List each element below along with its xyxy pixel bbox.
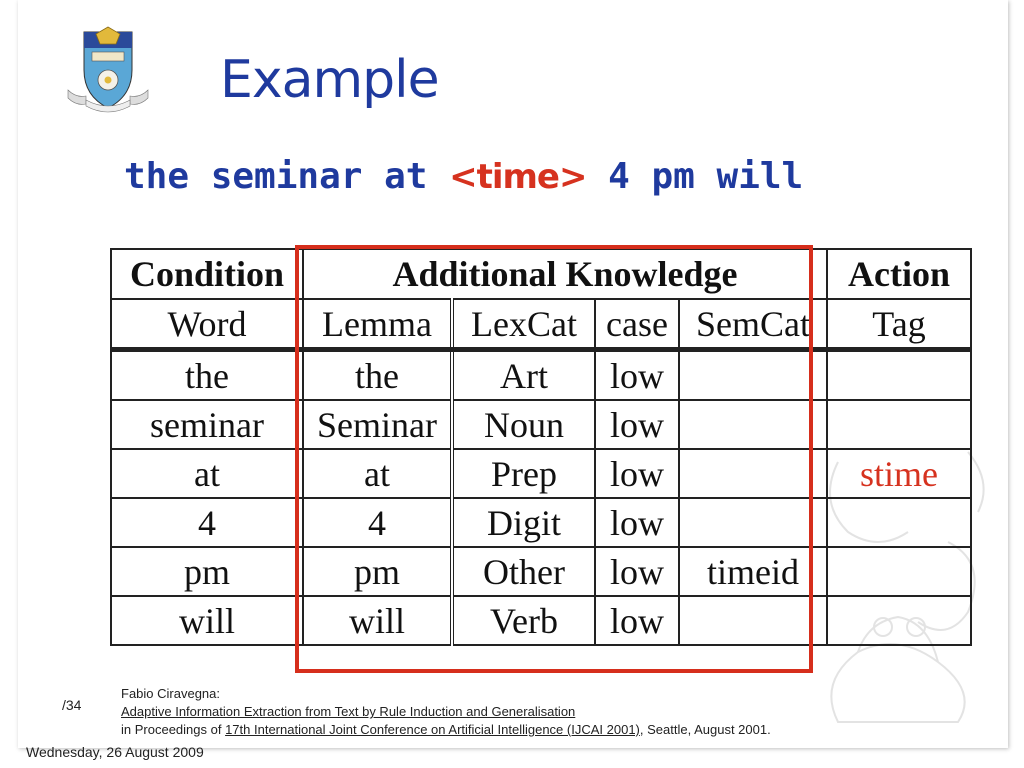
citation-venue-link[interactable]: 17th International Joint Conference on Artificial Intelligence (IJCAI 2001): [225, 722, 640, 737]
slide-title: Example: [220, 50, 439, 110]
cell-tag: stime: [827, 449, 971, 498]
cell-semcat: timeid: [679, 547, 827, 596]
cell-lemma: pm: [303, 547, 452, 596]
column-header-tag: Tag: [827, 299, 971, 350]
cell-case: low: [595, 547, 679, 596]
cell-lemma: Seminar: [303, 400, 452, 449]
citation-author: Fabio Ciravegna:: [121, 686, 220, 701]
cell-tag: [827, 498, 971, 547]
time-tag: <time>: [449, 157, 587, 197]
cell-case: low: [595, 498, 679, 547]
column-header-semcat: SemCat: [679, 299, 827, 350]
cell-lexcat: Other: [452, 547, 595, 596]
citation-suffix: , Seattle, August 2001.: [639, 722, 771, 737]
group-header-action: Action: [827, 249, 971, 299]
cell-tag: [827, 596, 971, 645]
group-header-additional-knowledge: Additional Knowledge: [303, 249, 827, 299]
slide-date: Wednesday, 26 August 2009: [26, 744, 204, 760]
column-header-lemma: Lemma: [303, 299, 452, 350]
citation: [121, 685, 771, 739]
example-sentence: [124, 156, 803, 197]
cell-lexcat: Prep: [452, 449, 595, 498]
cell-word: the: [111, 350, 303, 401]
cell-tag: [827, 400, 971, 449]
cell-word: at: [111, 449, 303, 498]
citation-prefix: in Proceedings of: [121, 722, 226, 737]
cell-word: will: [111, 596, 303, 645]
slide-number: /34: [62, 697, 82, 713]
cell-case: low: [595, 596, 679, 645]
cell-lexcat: Verb: [452, 596, 595, 645]
university-crest-icon: [66, 18, 150, 113]
cell-lemma: 4: [303, 498, 452, 547]
cell-case: low: [595, 449, 679, 498]
cell-lemma: the: [303, 350, 452, 401]
citation-title-link[interactable]: Adaptive Information Extraction from Text by Rule Induction and Generalisation: [121, 704, 576, 719]
cell-word: pm: [111, 547, 303, 596]
group-header-condition: Condition: [111, 249, 303, 299]
cell-case: low: [595, 400, 679, 449]
additional-knowledge-highlight-box: [295, 245, 813, 673]
column-header-word: Word: [111, 299, 303, 350]
cell-case: low: [595, 350, 679, 401]
sentence-before: the seminar at: [124, 156, 450, 197]
cell-lemma: will: [303, 596, 452, 645]
cell-word: seminar: [111, 400, 303, 449]
citation-venue-line: [121, 721, 771, 739]
cell-tag: [827, 350, 971, 401]
cell-lexcat: Noun: [452, 400, 595, 449]
cell-lemma: at: [303, 449, 452, 498]
column-header-case: case: [595, 299, 679, 350]
sentence-after: 4 pm will: [586, 156, 804, 197]
cell-lexcat: Digit: [452, 498, 595, 547]
column-header-lexcat: LexCat: [452, 299, 595, 350]
cell-tag: [827, 547, 971, 596]
cell-word: 4: [111, 498, 303, 547]
cell-lexcat: Art: [452, 350, 595, 401]
